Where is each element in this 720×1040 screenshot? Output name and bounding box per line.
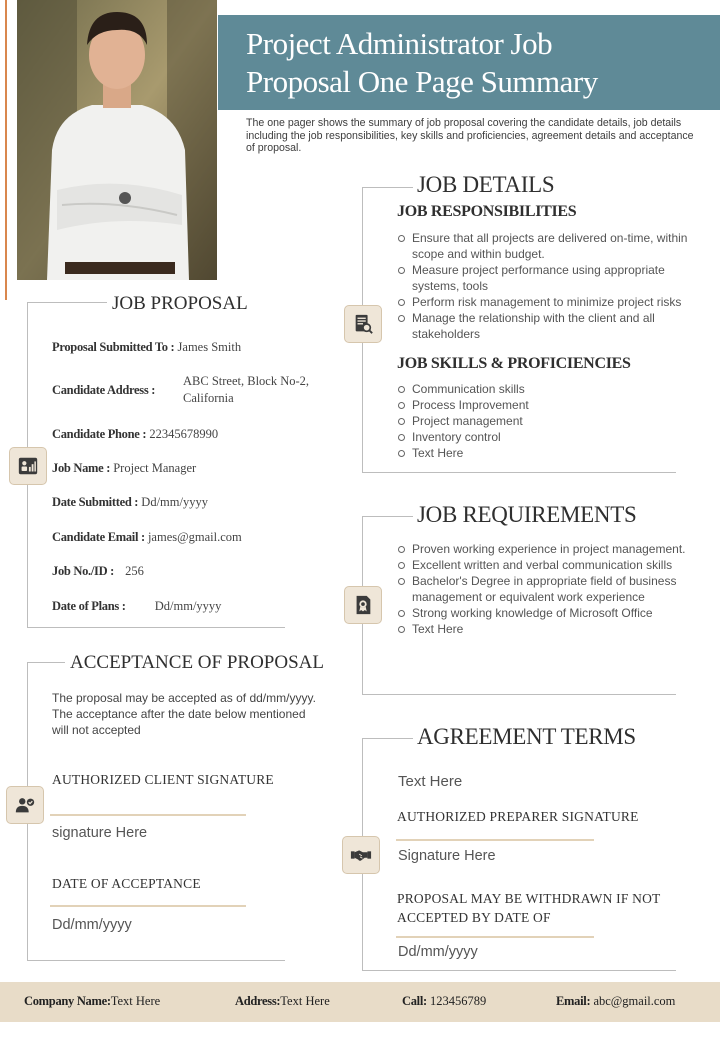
footer-email: Email: abc@gmail.com — [556, 994, 676, 1008]
field-candidate-address-value: ABC Street, Block No-2, California — [183, 374, 310, 405]
list-item: Proven working experience in project management. — [398, 541, 688, 557]
list-item: Measure project performance using appropriate systems, tools — [398, 262, 714, 294]
list-item: Process Improvement — [398, 397, 698, 413]
preparer-signature-value: Signature Here — [398, 848, 496, 864]
job-proposal-title: JOB PROPOSAL — [108, 293, 252, 315]
list-item: Inventory control — [398, 429, 698, 445]
client-signature-value: signature Here — [52, 825, 148, 841]
list-item: Excellent written and verbal communication skills — [398, 557, 688, 573]
list-item: Project management — [398, 413, 698, 429]
acceptance-text: The proposal may be accepted as of dd/mm/yyyy. The acceptance after the date below mentioned will not accepted — [52, 691, 316, 737]
page-title-line-1: Project Administrator Job — [246, 26, 553, 61]
preparer-signature-line — [396, 839, 594, 841]
candidate-photo — [17, 0, 217, 280]
list-item: Ensure that all projects are delivered on-time, within scope and within budget. — [398, 230, 714, 262]
list-item: Text Here — [398, 621, 688, 637]
withdraw-label: PROPOSAL MAY BE WITHDRAWN IF NOT ACCEPTED BY DATE OF — [397, 891, 661, 925]
job-responsibilities-title: JOB RESPONSIBILITIES — [397, 203, 577, 220]
withdraw-date-value: Dd/mm/yyyy — [398, 944, 478, 960]
responsibilities-list — [398, 230, 714, 342]
acceptance-title: ACCEPTANCE OF PROPOSAL — [66, 652, 328, 674]
field-date-submitted: Date Submitted : Dd/mm/yyyy — [52, 495, 208, 509]
requirements-list — [398, 541, 688, 637]
field-candidate-address: Candidate Address : — [52, 383, 156, 397]
field-job-name: Job Name : Project Manager — [52, 461, 197, 475]
job-details-title: JOB DETAILS — [413, 172, 558, 198]
list-item: Bachelor's Degree in appropriate field of business management or equivalent work experience — [398, 573, 688, 605]
page-title-line-2: Proposal One Page Summary — [246, 64, 598, 99]
list-item: Strong working knowledge of Microsoft Office — [398, 605, 688, 621]
intro-text: The one pager shows the summary of job proposal covering the candidate details, job details including the job responsibilities, key skills and proficiencies, agreement details and acceptance of proposal. — [246, 117, 694, 154]
date-of-acceptance-line — [50, 905, 246, 907]
person-check-icon — [6, 786, 44, 824]
date-of-acceptance-value: Dd/mm/yyyy — [52, 917, 132, 933]
field-candidate-phone: Candidate Phone : 22345678990 — [52, 427, 219, 441]
field-proposal-submitted-to: Proposal Submitted To : James Smith — [52, 340, 242, 354]
job-skills-title: JOB SKILLS & PROFICIENCIES — [397, 355, 631, 372]
agreement-terms-title: AGREEMENT TERMS — [413, 724, 640, 750]
list-item: Text Here — [398, 445, 698, 461]
field-date-of-plans: Date of Plans : Dd/mm/yyyy — [52, 599, 222, 613]
agreement-text: Text Here — [398, 773, 463, 790]
footer-address: Address:Text Here — [235, 994, 330, 1008]
list-item: Perform risk management to minimize project risks — [398, 294, 714, 310]
field-candidate-email: Candidate Email : james@gmail.com — [52, 530, 242, 544]
client-signature-line — [50, 814, 246, 816]
date-of-acceptance-label: DATE OF ACCEPTANCE — [52, 876, 201, 891]
document-search-icon — [344, 305, 382, 343]
handshake-icon — [342, 836, 380, 874]
field-job-id: Job No./ID : 256 — [52, 564, 144, 578]
client-signature-label: AUTHORIZED CLIENT SIGNATURE — [52, 772, 274, 787]
footer-company: Company Name:Text Here — [24, 994, 161, 1008]
footer-call: Call: 123456789 — [402, 994, 487, 1008]
footer-bar — [0, 982, 720, 1022]
withdraw-line — [396, 936, 594, 938]
accent-line — [5, 0, 7, 300]
page-title — [246, 25, 706, 101]
preparer-signature-label: AUTHORIZED PREPARER SIGNATURE — [397, 809, 639, 824]
id-badge-chart-icon — [9, 447, 47, 485]
list-item: Communication skills — [398, 381, 698, 397]
list-item: Manage the relationship with the client and all stakeholders — [398, 310, 714, 342]
skills-list — [398, 381, 698, 461]
certificate-icon — [344, 586, 382, 624]
title-banner — [218, 15, 720, 110]
job-requirements-title: JOB REQUIREMENTS — [413, 502, 640, 528]
